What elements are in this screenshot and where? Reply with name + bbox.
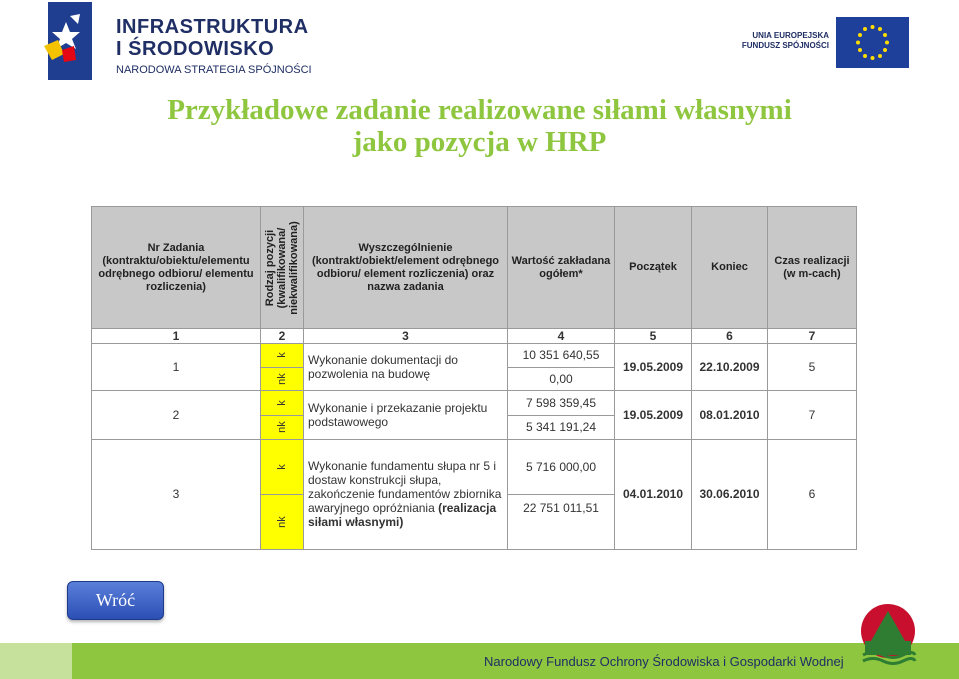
page-title-line2: jako pozycja w HRP (352, 126, 607, 158)
task-number: 1 (92, 344, 261, 391)
footer-accent (0, 643, 72, 679)
kind-k-text: k (276, 400, 288, 406)
kind-nk-text: nk (276, 421, 288, 434)
header-position-kind-text: Rodzaj pozycji (kwalifikowana/ niekwalifikowana) (264, 220, 300, 315)
column-number: 6 (692, 329, 768, 344)
infrastruktura-logo (44, 2, 314, 82)
kind-k (261, 439, 304, 494)
kind-k-text: k (276, 464, 288, 470)
task-description-text: Wykonanie fundamentu słupa nr 5 i dostaw konstrukcji słupa, zakończenie fundamentów zbiornika awaryjnego opróżniania (308, 459, 502, 516)
task-description: Wykonanie dokumentacji do pozwolenia na budowę (304, 344, 508, 391)
kind-k (261, 344, 304, 367)
kind-nk (261, 415, 304, 439)
column-number: 3 (304, 329, 508, 344)
eu-label-line1: UNIA EUROPEJSKA (752, 31, 829, 40)
duration-months: 7 (768, 391, 857, 440)
value-k: 10 351 640,55 (508, 344, 615, 367)
kind-nk-text: nk (276, 373, 288, 385)
task-description: Wykonanie i przekazanie projektu podstawowego (304, 391, 508, 440)
eu-flag-icon (836, 17, 909, 68)
end-date: 22.10.2009 (692, 344, 768, 391)
kind-nk-text: nk (276, 516, 288, 528)
table-row (92, 439, 857, 494)
table-row (92, 344, 857, 367)
column-number: 4 (508, 329, 615, 344)
task-description (304, 439, 508, 549)
task-number: 3 (92, 439, 261, 549)
header-end: Koniec (692, 207, 768, 329)
footer-text: Narodowy Fundusz Ochrony Środowiska i Gospodarki Wodnej (484, 654, 844, 669)
header-position-kind (261, 207, 304, 329)
column-number: 1 (92, 329, 261, 344)
value-nk: 22 751 011,51 (508, 494, 615, 549)
logo-title-line1: INFRASTRUKTURA (116, 16, 309, 38)
kind-nk (261, 494, 304, 549)
logo-title-line2: I ŚRODOWISKO (116, 38, 275, 60)
end-date: 30.06.2010 (692, 439, 768, 549)
back-button[interactable]: Wróć (67, 581, 164, 620)
header-task-number: Nr Zadania (kontraktu/obiektu/elementu odrębnego odbioru/ elementu rozliczenia) (92, 207, 261, 329)
task-number: 2 (92, 391, 261, 440)
column-number: 2 (261, 329, 304, 344)
task-description-bold: (realizacja siłami własnymi) (308, 501, 497, 530)
header-start: Początek (615, 207, 692, 329)
duration-months: 6 (768, 439, 857, 549)
hrp-table (91, 206, 857, 550)
header-value: Wartość zakładana ogółem* (508, 207, 615, 329)
value-nk: 5 341 191,24 (508, 415, 615, 439)
start-date: 19.05.2009 (615, 344, 692, 391)
start-date: 19.05.2009 (615, 391, 692, 440)
kind-nk (261, 367, 304, 390)
page-title-line1: Przykładowe zadanie realizowane siłami własnymi (167, 94, 792, 126)
value-k: 7 598 359,45 (508, 391, 615, 415)
value-k: 5 716 000,00 (508, 439, 615, 494)
table-row (92, 391, 857, 415)
value-nk: 0,00 (508, 367, 615, 390)
end-date: 08.01.2010 (692, 391, 768, 440)
logo-subtitle: NARODOWA STRATEGIA SPÓJNOŚCI (116, 64, 312, 76)
header-description: Wyszczególnienie (kontrakt/obiekt/element odrębnego odbioru/ element rozliczenia) oraz nazwa zadania (304, 207, 508, 329)
duration-months: 5 (768, 344, 857, 391)
eu-label-line2: FUNDUSZ SPÓJNOŚCI (741, 41, 829, 50)
start-date: 04.01.2010 (615, 439, 692, 549)
nss-flag-icon (44, 2, 94, 82)
column-number: 7 (768, 329, 857, 344)
kind-k-text: k (276, 352, 288, 359)
column-number: 5 (615, 329, 692, 344)
header-duration: Czas realizacji (w m-cach) (768, 207, 857, 329)
page-title (0, 94, 959, 158)
kind-k (261, 391, 304, 415)
nfosigw-logo-icon (857, 603, 919, 667)
column-numbers-row (92, 329, 857, 344)
eu-label (734, 31, 829, 51)
